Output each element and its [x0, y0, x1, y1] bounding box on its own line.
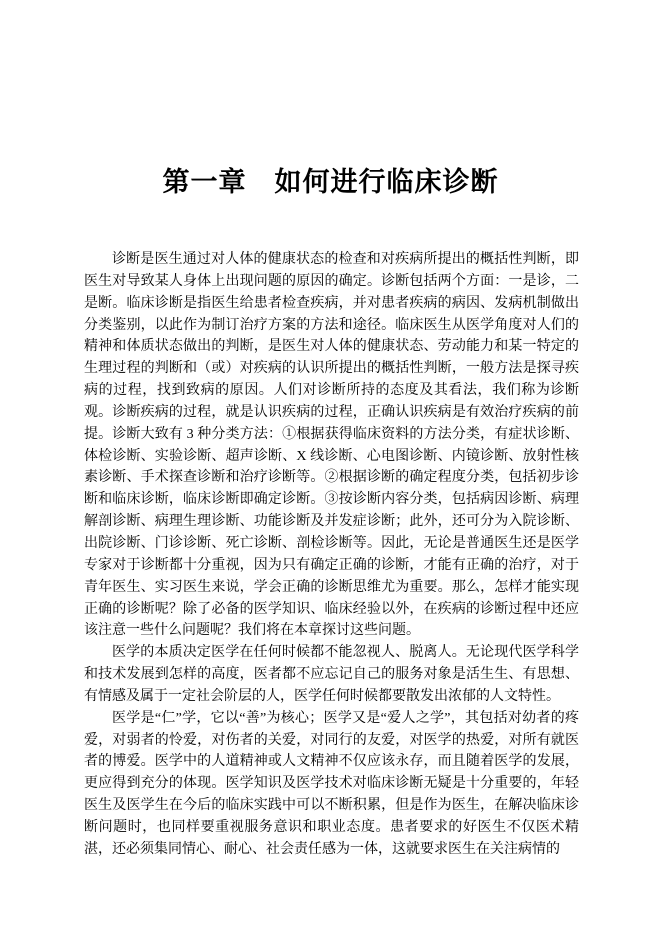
body-text — [84, 249, 579, 861]
paragraph-1: 诊断是医生通过对人体的健康状态的检查和对疾病所提出的概括性判断，即医生对导致某人身体上出现问题的原因的确定。诊断包括两个方面：一是诊，二是断。临床诊断是指医生给患者检查疾病，并对患者疾病的病因、发病机制做出分类鉴别，以此作为制订治疗方案的方法和途径。临床医生从医学角度对人们的精神和体质状态做出的判断，是医生对人体的健康状态、劳动能力和某一特定的生理过程的判断和（或）对疾病的认识所提出的概括性判断，一般方法是探寻疾病的过程，找到致病的原因。人们对诊断所持的态度及其看法，我们称为诊断观。诊断疾病的过程，就是认识疾病的过程，正确认识疾病是有效治疗疾病的前提。诊断大致有 3 种分类方法：①根据获得临床资料的方法分类，有症状诊断、体检诊断、实验诊断、超声诊断、X 线诊断、心电图诊断、内镜诊断、放射性核素诊断、手术探查诊断和治疗诊断等。②根据诊断的确定程度分类，包括初步诊断和临床诊断，临床诊断即确定诊断。③按诊断内容分类，包括病因诊断、病理解剖诊断、病理生理诊断、功能诊断及并发症诊断；此外，还可分为入院诊断、出院诊断、门诊诊断、死亡诊断、剖检诊断等。因此，无论是普通医生还是医学专家对于诊断都十分重视，因为只有确定正确的诊断，才能有正确的治疗，对于青年医生、实习医生来说，学会正确的诊断思维尤为重要。那么，怎样才能实现正确的诊断呢？除了必备的医学知识、临床经验以外，在疾病的诊断过程中还应该注意一些什么问题呢？我们将在本章探讨这些问题。 — [84, 252, 579, 639]
paragraph-2: 医学的本质决定医学在任何时候都不能忽视人、脱离人。无论现代医学科学和技术发展到怎样的高度，医者都不应忘记自己的服务对象是活生生、有思想、有情感及属于一定社会阶层的人，医学任何时候都要散发出浓郁的人文特性。 — [84, 645, 579, 704]
chapter-title: 第一章 如何进行临床诊断 — [162, 167, 499, 197]
paragraph-3: 医学是“仁”学，它以“善”为核心；医学又是“爱人之学”，其包括对幼者的疼爱，对弱者的怜爱，对伤者的关爱，对同行的友爱，对医学的热爱，对所有就医者的博爱。医学中的人道精神或人文精神不仅应该永存，而且随着医学的发展，更应得到充分的体现。医学知识及医学技术对临床诊断无疑是十分重要的，年轻医生及医学生在今后的临床实践中可以不断积累，但是作为医生，在解决临床诊断问题时，也同样要重视服务意识和职业态度。患者要求的好医生不仅医术精湛，还必须集同情心、耐心、社会责任感为一体，这就要求医生在关注病情的 — [84, 710, 579, 857]
